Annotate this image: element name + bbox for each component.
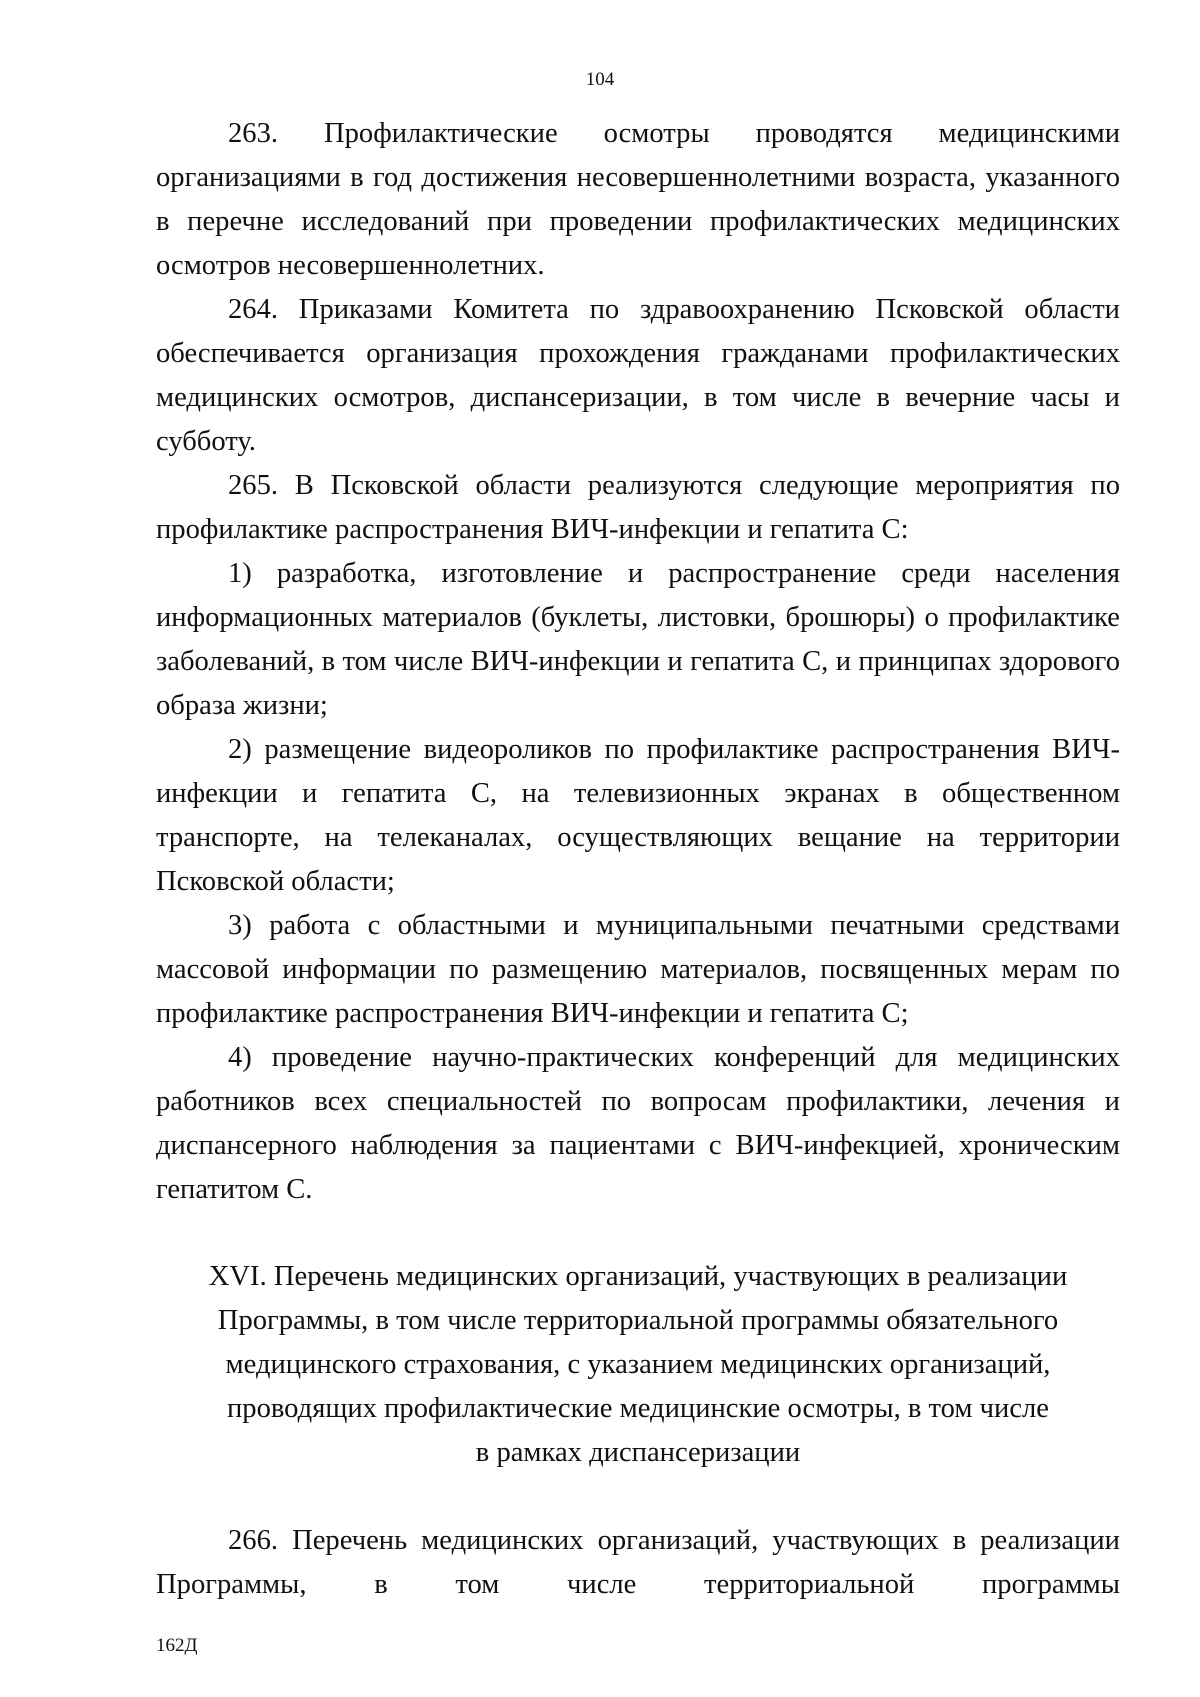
list-item-4: 4) проведение научно-практических конференций для медицинских работников всех специальностей по вопросам профилактики, лечения и диспансерного наблюдения за пациентами с ВИЧ-инфекцией, хроническим гепатитом С. [156,1042,1120,1205]
section-heading [156,1255,1120,1475]
page-number: 104 [585,69,615,90]
document-body [156,112,1120,1607]
list-item-2: 2) размещение видеороликов по профилактике распространения ВИЧ-инфекции и гепатита С, на телевизионных экранах в общественном транспорте, на телеканалах, осуществляющих вещание на территории Псковской области; [156,734,1120,897]
section-heading-line: проводящих профилактические медицинские осмотры, в том числе [226,1393,1049,1424]
paragraph-265: 265. В Псковской области реализуются следующие мероприятия по профилактике распространения ВИЧ-инфекции и гепатита С: [156,470,1120,545]
section-heading-line: медицинского страхования, с указанием медицинских организаций, [225,1349,1051,1380]
paragraph-266: 266. Перечень медицинских организаций, участвующих в реализации Программы, в том числе территориальной программы [156,1525,1120,1600]
section-heading-line: XVI. Перечень медицинских организаций, участвующих в реализации [208,1261,1068,1292]
paragraph-264: 264. Приказами Комитета по здравоохранению Псковской области обеспечивается организация прохождения гражданами профилактических медицинских осмотров, диспансеризации, в том числе в вечерние часы и субботу. [156,294,1120,457]
list-item-3: 3) работа с областными и муниципальными печатными средствами массовой информации по размещению материалов, посвященных мерам по профилактике распространения ВИЧ-инфекции и гепатита С; [156,910,1120,1029]
list-item-1: 1) разработка, изготовление и распространение среди населения информационных материалов (буклеты, листовки, брошюры) о профилактике заболеваний, в том числе ВИЧ-инфекции и гепатита С, и принципах здорового образа жизни; [156,558,1120,721]
section-heading-line: Программы, в том числе территориальной программы обязательного [217,1305,1059,1336]
footer-code: 162Д [156,1635,198,1656]
section-heading-line: в рамках диспансеризации [475,1437,801,1468]
paragraph-263: 263. Профилактические осмотры проводятся медицинскими организациями в год достижения несовершеннолетними возраста, указанного в перечне исследований при проведении профилактических медицинских осмотров несовершеннолетних. [156,118,1120,281]
